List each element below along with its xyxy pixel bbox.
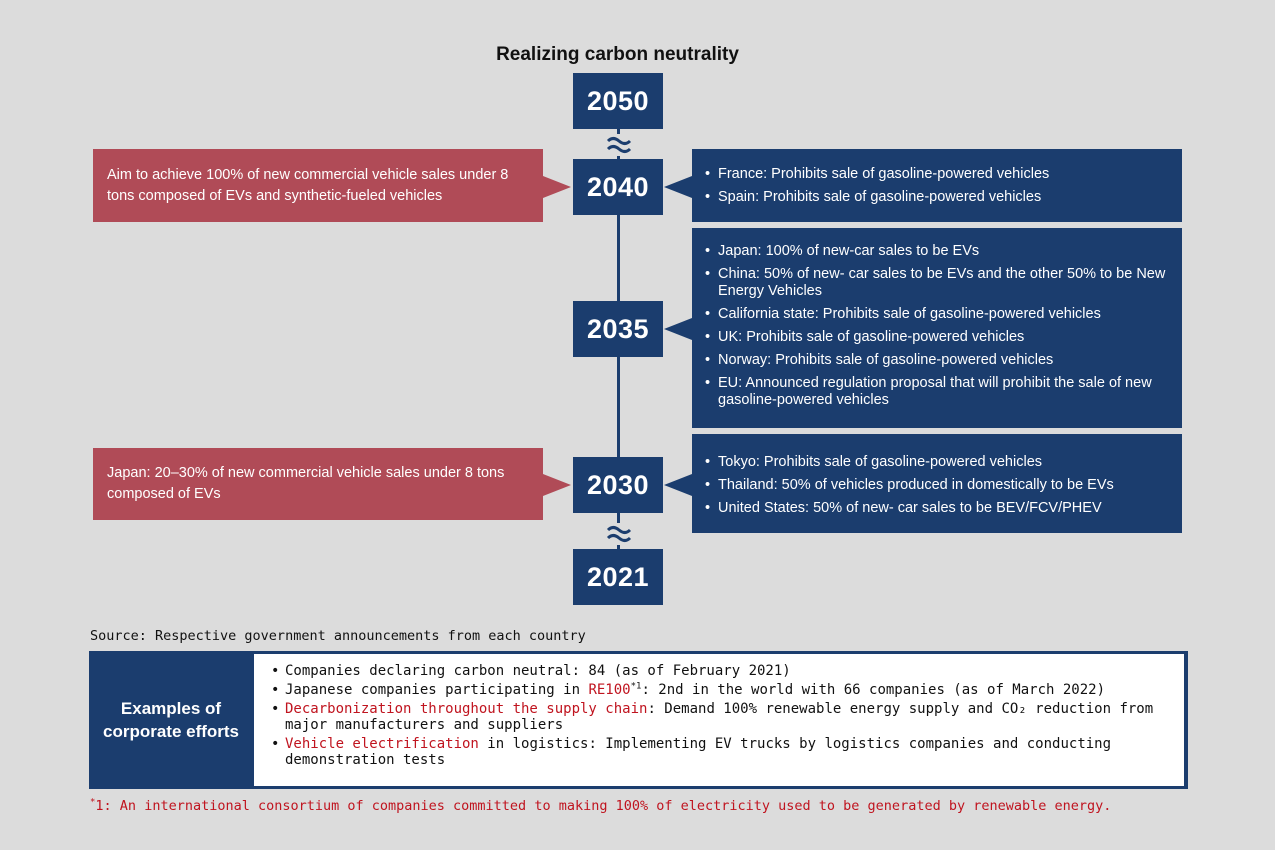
effort-item: • Decarbonization throughout the supply chain: Demand 100% renewable energy supply and CO₂ reduction from major manufacturers and suppliers	[285, 701, 1172, 733]
national-targets-2035	[692, 228, 1182, 428]
year-2040: 2040	[573, 159, 663, 215]
footnote	[90, 798, 1111, 814]
commercial-target-text: Aim to achieve 100% of new commercial vehicle sales under 8 tons composed of EVs and synthetic-fueled vehicles	[107, 166, 509, 204]
corporate-efforts-list	[254, 654, 1184, 786]
effort-item: • Japanese companies participating in RE100$^{*1}$: 2nd in the world with 66 companies (as of March 2022)	[285, 682, 1172, 698]
corporate-efforts-label: Examples of corporate efforts	[102, 699, 240, 741]
target-item: • EU: Announced regulation proposal that will prohibit the sale of new gasoline-powered vehicles	[718, 375, 1166, 409]
year-2050: 2050	[573, 73, 663, 129]
electrification-highlight: Vehicle electrification	[285, 736, 479, 752]
callout-arrow	[543, 474, 571, 496]
target-item: • Tokyo: Prohibits sale of gasoline-powered vehicles	[718, 454, 1166, 471]
target-item: • China: 50% of new- car sales to be EVs and the other 50% to be New Energy Vehicles	[718, 266, 1166, 300]
year-2021: 2021	[573, 549, 663, 605]
callout-arrow	[664, 176, 692, 198]
national-targets-2030	[692, 434, 1182, 533]
year-2035: 2035	[573, 301, 663, 357]
commercial-target-text: Japan: 20–30% of new commercial vehicle sales under 8 tons composed of EVs	[107, 465, 505, 502]
target-item: • France: Prohibits sale of gasoline-powered vehicles	[718, 166, 1166, 183]
callout-arrow	[664, 318, 692, 340]
effort-item: • Companies declaring carbon neutral: 84 (as of February 2021)	[285, 663, 1172, 679]
commercial-target-2030	[93, 448, 543, 520]
target-item: • Spain: Prohibits sale of gasoline-powered vehicles	[718, 189, 1166, 206]
footnote-ref: *1	[630, 681, 642, 692]
timeline-break-icon	[603, 523, 635, 545]
effort-item: • Vehicle electrification in logistics: Implementing EV trucks by logistics companies and conducting demonstration tests	[285, 736, 1172, 768]
timeline-break-icon	[603, 134, 635, 156]
callout-arrow	[543, 176, 571, 198]
target-item: • United States: 50% of new- car sales to be BEV/FCV/PHEV	[718, 500, 1166, 517]
corporate-efforts-box	[89, 651, 1188, 789]
national-targets-2040	[692, 149, 1182, 222]
target-item: • Thailand: 50% of vehicles produced in domestically to be EVs	[718, 477, 1166, 494]
target-item: • California state: Prohibits sale of gasoline-powered vehicles	[718, 306, 1166, 323]
target-item: • Norway: Prohibits sale of gasoline-powered vehicles	[718, 352, 1166, 369]
footnote-mark: *	[90, 797, 96, 808]
year-2030: 2030	[573, 457, 663, 513]
commercial-target-2040	[93, 149, 543, 222]
supply-chain-highlight: Decarbonization throughout the supply chain	[285, 701, 648, 717]
target-item: • Japan: 100% of new-car sales to be EVs	[718, 243, 1166, 260]
re100-highlight: RE100	[588, 682, 631, 698]
footnote-text: 1: An international consortium of companies committed to making 100% of electricity used to be generated by renewable energy.	[95, 798, 1112, 814]
target-item: • UK: Prohibits sale of gasoline-powered vehicles	[718, 329, 1166, 346]
callout-arrow	[664, 474, 692, 496]
diagram-title: Realizing carbon neutrality	[496, 44, 739, 65]
source-note: Source: Respective government announcements from each country	[90, 628, 586, 644]
